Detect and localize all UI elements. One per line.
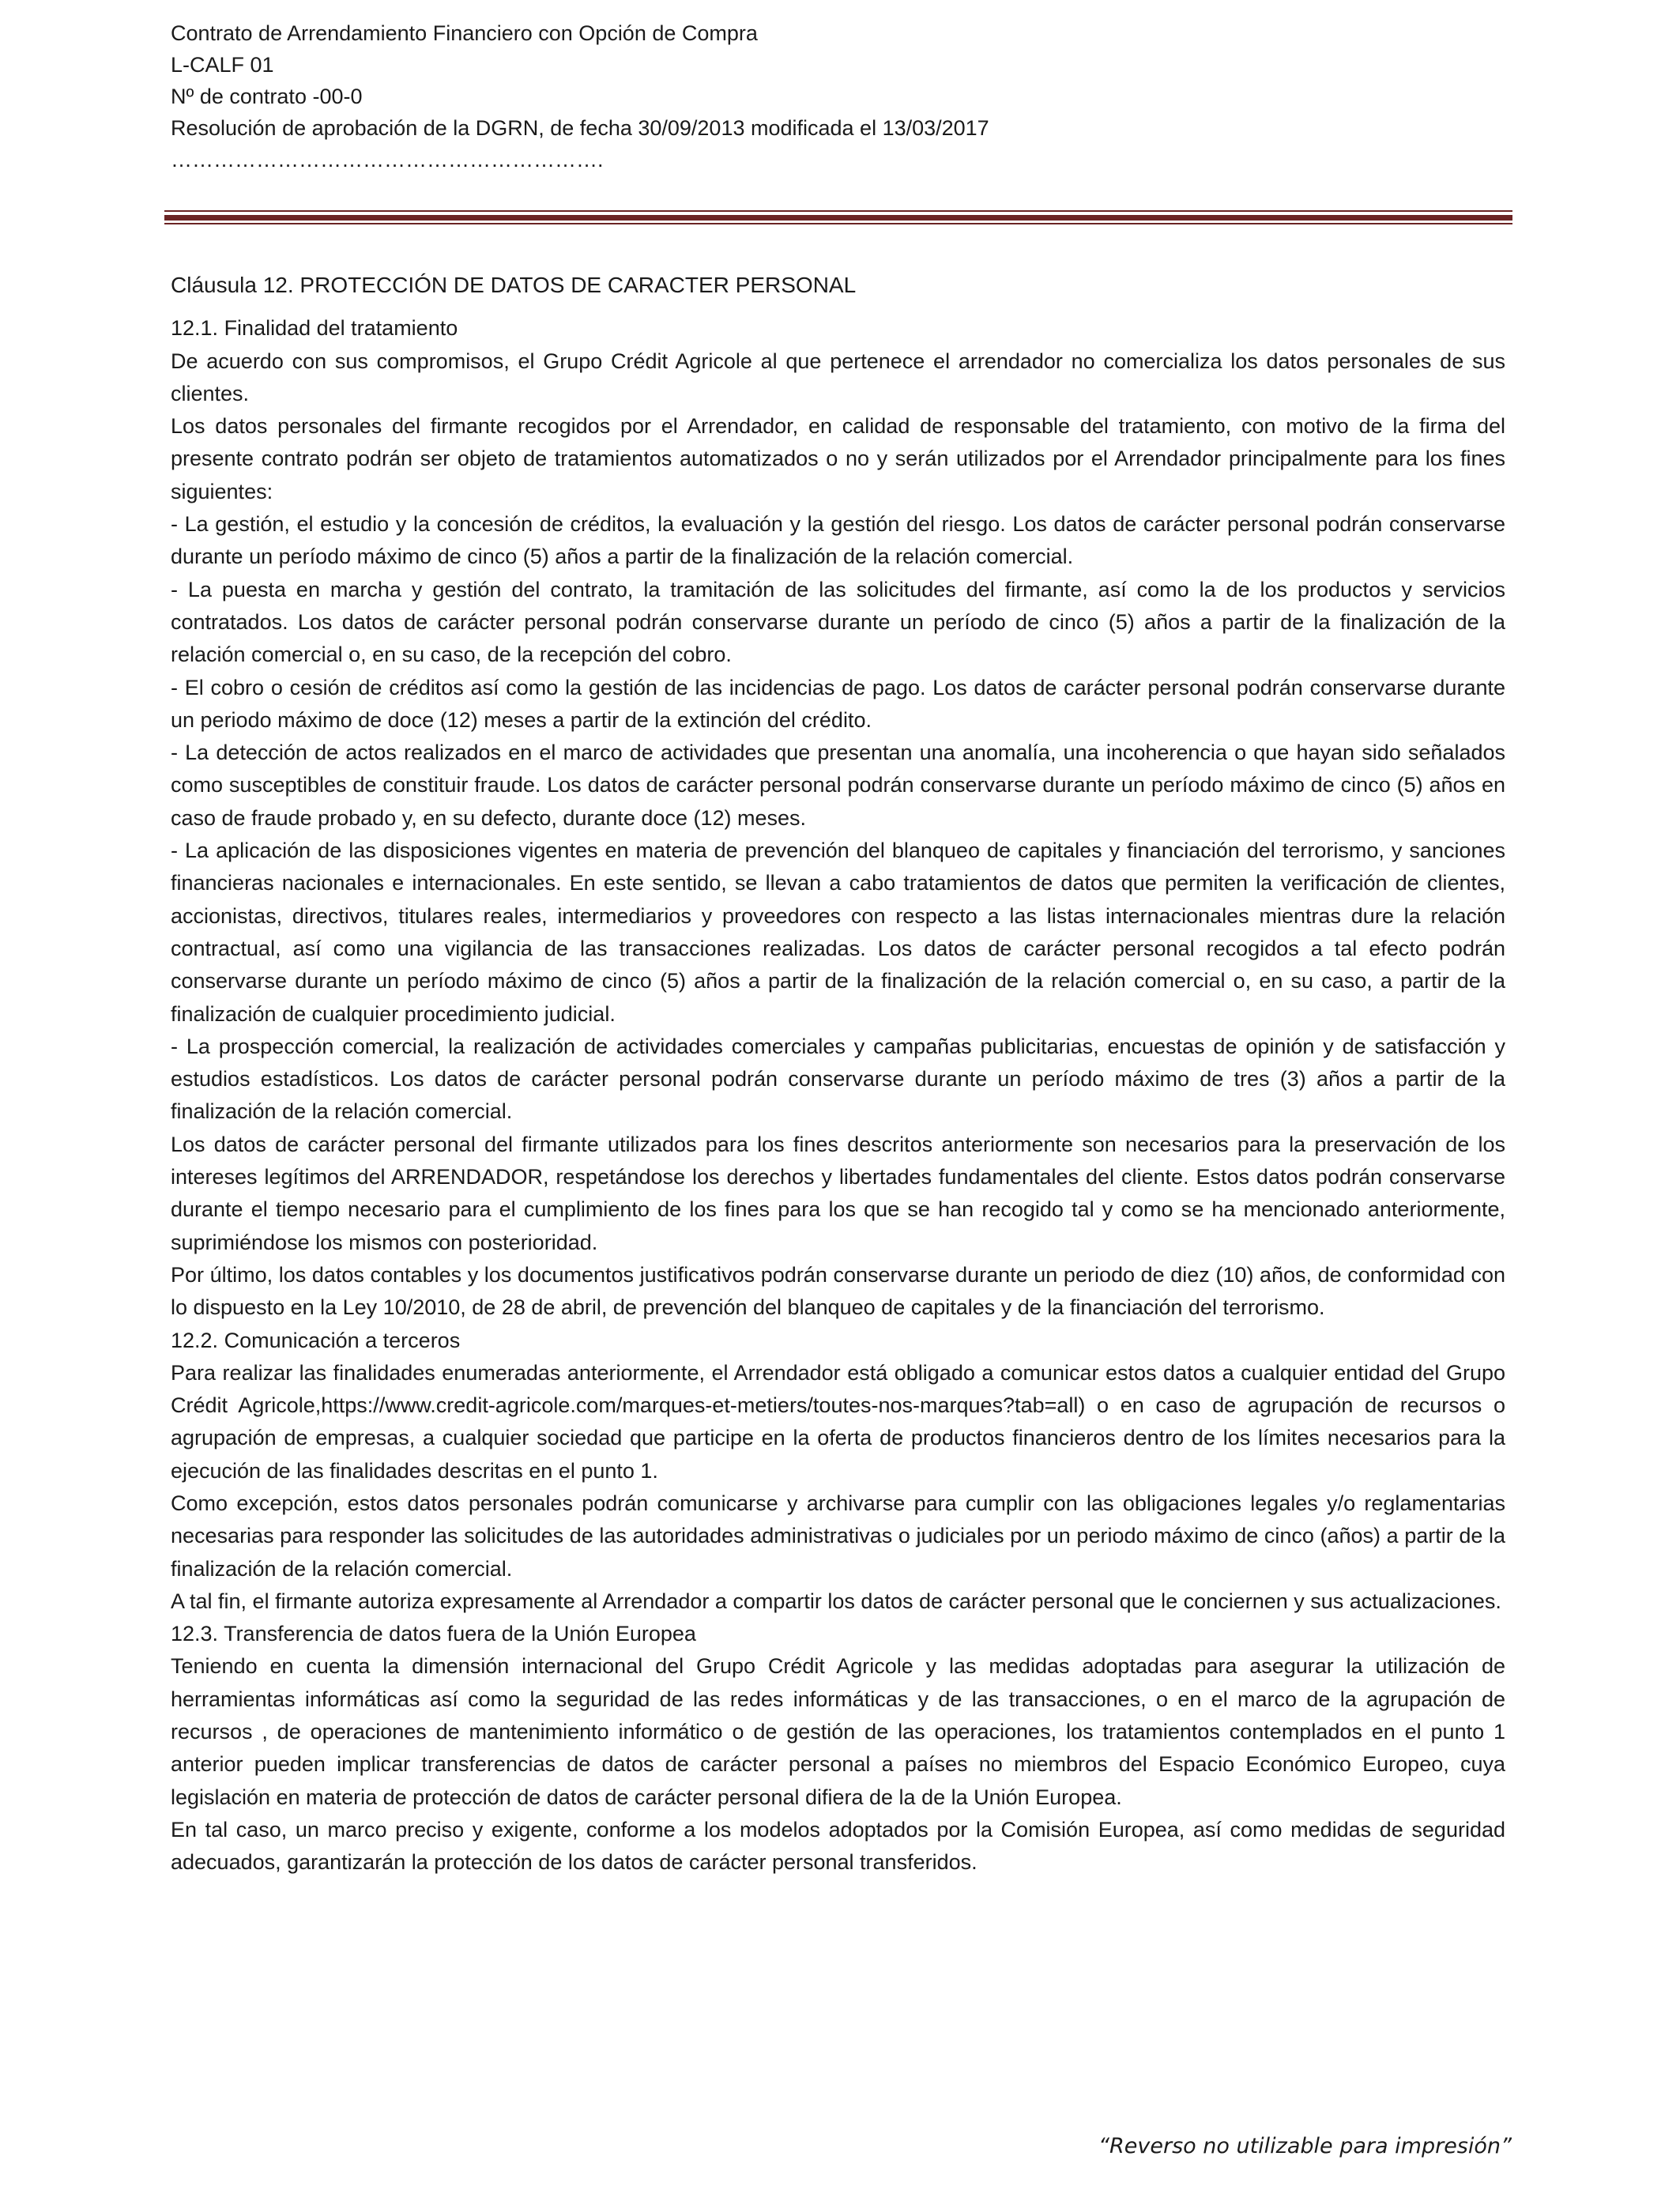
paragraph: Los datos personales del firmante recogidos por el Arrendador, en calidad de responsable del tratamiento, con motivo de la firma del presente contrato podrán ser objeto de tratamientos automatizados o no y serán utilizados por el Arrendador principalmente para los fines siguientes: bbox=[171, 414, 1505, 503]
header-divider-top bbox=[164, 210, 1512, 212]
section-number: 12.2. bbox=[171, 1328, 219, 1352]
list-item: - La gestión, el estudio y la concesión de créditos, la evaluación y la gestión del riesgo. Los datos de carácter personal podrán conservarse durante un período máximo de cinco (5) años a partir de la finalización de la relación comercial. bbox=[171, 512, 1505, 569]
clause-body bbox=[171, 269, 1505, 1879]
list-item: - La detección de actos realizados en el marco de actividades que presentan una anomalía, una incoherencia o que hayan sido señalados como susceptibles de constituir fraude. Los datos de carácter personal podrán conservarse durante un período máximo de cinco (5) años en caso de fraude probado y, en su defecto, durante doce (12) meses. bbox=[171, 741, 1505, 830]
contract-type: Contrato de Arrendamiento Financiero con Opción de Compra bbox=[171, 21, 758, 45]
paragraph: En tal caso, un marco preciso y exigente, conforme a los modelos adoptados por la Comisión Europea, así como medidas de seguridad adecuados, garantizarán la protección de los datos de carácter personal transferidos. bbox=[171, 1817, 1505, 1875]
paragraph: Los datos de carácter personal del firmante utilizados para los fines descritos anteriormente son necesarios para la preservación de los intereses legítimos del ARRENDADOR, respetándose los derechos y libertades fundamentales del cliente. Estos datos podrán conservarse durante el tiempo necesario para el cumplimiento de los fines para los que se han recogido tal y como se ha mencionado anteriormente, suprimiéndose los mismos con posterioridad. bbox=[171, 1132, 1505, 1254]
section-number: 12.1. bbox=[171, 316, 219, 341]
paragraph: Teniendo en cuenta la dimensión internacional del Grupo Crédit Agricole y las medidas adoptadas para asegurar la utilización de herramientas informáticas así como la seguridad de las redes informáticas y de las transacciones, o en el marco de la agrupación de recursos , de operaciones de mantenimiento informático o de gestión de las operaciones, los tratamientos contemplados en el punto 1 anterior pueden implicar transferencias de datos de carácter personal a países no miembros del Espacio Económico Europeo, cuya legislación en materia de protección de datos de carácter personal difiera de la de la Unión Europea. bbox=[171, 1654, 1505, 1809]
clause-title: Cláusula 12. PROTECCIÓN DE DATOS DE CARACTER PERSONAL bbox=[171, 273, 857, 297]
list-item: - La prospección comercial, la realización de actividades comerciales y campañas publicitarias, encuestas de opinión y de satisfacción y estudios estadísticos. Los datos de carácter personal podrán conservarse durante un período máximo de tres (3) años a partir de la finalización de la relación comercial. bbox=[171, 1034, 1505, 1124]
paragraph: De acuerdo con sus compromisos, el Grupo Crédit Agricole al que pertenece el arrendador no comercializa los datos personales de sus clientes. bbox=[171, 349, 1505, 405]
paragraph: Para realizar las finalidades enumeradas anteriormente, el Arrendador está obligado a comunicar estos datos a cualquier entidad del Grupo Crédit Agricole,https://www.credit-agricole.com/marques-et-metiers/toutes-nos-marques?tab=all) o en caso de agrupación de recursos o agrupación de empresas, a cualquier sociedad que participe en la oferta de productos financieros dentro de los límites necesarios para la ejecución de las finalidades descritas en el punto 1. bbox=[171, 1360, 1505, 1483]
header-divider-main bbox=[164, 215, 1512, 221]
footer-note: “Reverso no utilizable para impresión” bbox=[1098, 2134, 1512, 2158]
list-item: - La puesta en marcha y gestión del contrato, la tramitación de las solicitudes del firmante, así como la de los productos y servicios contratados. Los datos de carácter personal podrán conservarse durante un período de cinco (5) años a partir de la finalización de la relación comercial o, en su caso, de la recepción del cobro. bbox=[171, 577, 1505, 667]
list-item: - La aplicación de las disposiciones vigentes en materia de prevención del blanqueo de capitales y financiación del terrorismo, y sanciones financieras nacionales e internacionales. En este sentido, se llevan a cabo tratamientos de datos que permiten la verificación de clientes, accionistas, directivos, titulares reales, intermediarios y proveedores con respecto a las listas internacionales mientras dure la relación contractual, así como una vigilancia de las transacciones realizadas. Los datos de carácter personal recogidos a tal efecto podrán conservarse durante un período máximo de cinco (5) años a partir de la finalización de la relación comercial o, en su caso, a partir de la finalización de cualquier procedimiento judicial. bbox=[171, 839, 1505, 1026]
header-divider-bottom bbox=[164, 223, 1512, 224]
header-dotted-line: ……………………………………………………. bbox=[171, 148, 604, 172]
document-header bbox=[171, 17, 1514, 175]
section-title: Comunicación a terceros bbox=[218, 1328, 461, 1352]
paragraph: A tal fin, el firmante autoriza expresamente al Arrendador a compartir los datos de carácter personal que le conciernen y sus actualizaciones. bbox=[171, 1589, 1501, 1613]
section-title: Finalidad del tratamiento bbox=[218, 316, 458, 341]
list-item: - El cobro o cesión de créditos así como la gestión de las incidencias de pago. Los datos de carácter personal podrán conservarse durante un periodo máximo de doce (12) meses a partir de la extinción del crédito. bbox=[171, 675, 1505, 732]
approval-resolution: Resolución de aprobación de la DGRN, de fecha 30/09/2013 modificada el 13/03/2017 bbox=[171, 116, 989, 140]
paragraph: Por último, los datos contables y los documentos justificativos podrán conservarse durante un periodo de diez (10) años, de conformidad con lo dispuesto en la Ley 10/2010, de 28 de abril, de prevención del blanqueo de capitales y de la financiación del terrorismo. bbox=[171, 1262, 1505, 1320]
section-title: Transferencia de datos fuera de la Unión Europea bbox=[218, 1622, 696, 1646]
paragraph: Como excepción, estos datos personales podrán comunicarse y archivarse para cumplir con las obligaciones legales y/o reglamentarias necesarias para responder las solicitudes de las autoridades administrativas o judiciales por un periodo máximo de cinco (años) a partir de la finalización de la relación comercial. bbox=[171, 1491, 1505, 1581]
contract-code: L-CALF 01 bbox=[171, 53, 274, 77]
contract-number: Nº de contrato -00-0 bbox=[171, 85, 363, 108]
section-heading bbox=[171, 312, 1505, 345]
section-number: 12.3. bbox=[171, 1622, 219, 1646]
section-heading bbox=[171, 1618, 1505, 1650]
section-heading bbox=[171, 1325, 1505, 1357]
